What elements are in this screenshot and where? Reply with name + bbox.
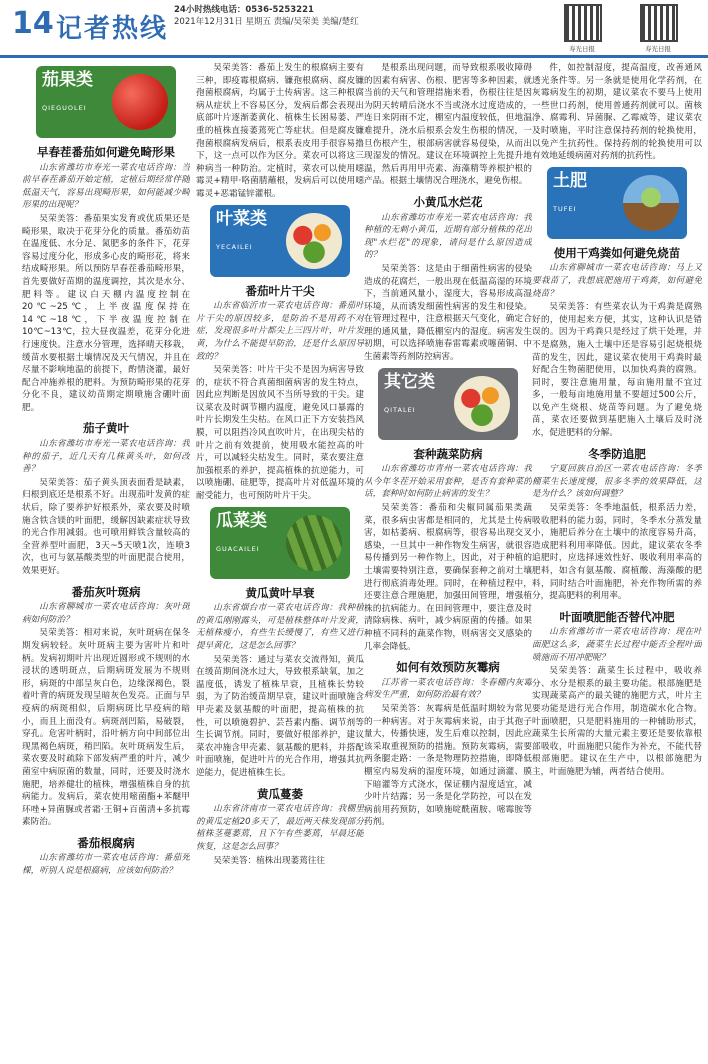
- article-question: 山东省烟台市一菜农电话咨询：我种植的黄瓜刚刚露头，可是植株整体叶片发黄，无植株瘦小，有些生长缓慢了，有些又进行提早黄化，这是怎么回事？: [196, 603, 364, 651]
- article-question: 宁夏回族自治区一菜农电话咨询：冬季棚菜生长速度慢，很多冬季的效果降低，这是为什么？该如何调整？: [532, 464, 702, 500]
- article-answer: 吴荣美答：叶片干尖不是因为病害导致的，症状不符合真菌细菌病害的发生特点，因此应判断是因放风不当所导致的干尖。建议菜农及时调节棚内温度，避免风口暴露的叶片长期发生尖枯。在风口正下方安装挡风膜，可以阻挡冷风直吹叶片，在出现尖枯的叶片之前有效提前，使用吸水能控高的叶片，可以减轻尖枯发生。同时，菜农要注意加强根系的养护，提高植株的抗逆能力，可以喷施硼、硅肥等，提高叶片对低温环境的耐受能力，也可预防叶片干尖。: [196, 365, 364, 502]
- article-answer: 吴荣美答：蔬菜生长过程中，吸收养分、水分是根系的最主要功能。根部施肥是实现蔬菜高产的最关键的施肥方式，叶片主要功能是进行光合作用，制造碳水化合物。叶面喷肥，只是肥料施用的一种辅助形式，蔬菜生长所需的大量元素主要还是要依靠根部吸收，叶面施肥只能作为补充，不能代替根部施肥。建议在生产中，以根部施肥为主，叶面施肥为辅，两者结合使用。: [532, 666, 702, 777]
- article-answer: 吴荣美答：番茄果实发育或优质果还是畸形果，取决于花芽分化的质量。番茄幼苗在温度低、水分足、氮肥多的条件下，花芽容易过度分化，形成多心皮的畸形花，将来结成畸形果。所以预防早春茬番茄畸形果，首先要做好苗期的温度调控，其次是水分、肥料等。建议白天棚内温度控制在20℃~25℃，上半夜温度保持在14℃~18℃，下半夜温度控制在10℃~13℃，拉大昼夜温差，花芽分化进行速度快。注意水分管理，选择晴天移栽，缓苗水要根据土壤情况及天气情况，并且在尽量不影响地温的前提下，酌情浇灌，最好配合冲施养根的肥料。为预防畸形果的花芽分化不良，建议幼苗期定期喷施含硼叶面肥。: [22, 213, 190, 413]
- section-label: 瓜菜类: [216, 510, 267, 531]
- article-title: 番茄叶片干尖: [245, 283, 315, 298]
- article-question: 山东省潍坊市寿光一菜农电话咨询：我种的茄子，近几天有几株黄头叶，如何改善？: [22, 439, 190, 475]
- section-tag-fruit-veg: [36, 66, 176, 138]
- article-question: 山东省潍坊市青州一菜农电话咨询：我从今年冬茬开始采用套种，是否有套种菜的话，套种时如何防止病害的发生？: [364, 464, 532, 500]
- mixed-veg-image: [454, 376, 510, 432]
- column-4: [532, 62, 702, 1058]
- qr-label-right: 寿光日报: [645, 45, 671, 53]
- article-title: 黄瓜蔓萎: [257, 786, 303, 801]
- article-answer: 件，如控制湿度，提高温度，改善通风透光条件等。另一条就是使用化学药剂，在灰霉病发生的初期，建议菜农不要马上使用一些世口药剂，使用普通药剂就可以。菌核净、腐霉利、异菌脲、乙霉威等，建议菜农及时喷施，平时注意保持药剂的轮换使用，以免产生抗药性。保持药剂的轮换使用可以有效地延缓病菌对药剂的抗药性。: [532, 63, 702, 162]
- article-answer: 吴荣美答：植株出现萎蔫往往: [213, 855, 325, 866]
- section-pinyin: GUACAILEI: [216, 544, 260, 553]
- article-answer: 吴荣美答：通过与菜农交流得知，黄瓜在缓苗期间浇水过大，导致根系缺氧，加之温度低，诱发了植株早衰，且植株长势较弱，为了防治缓苗期早衰，建议叶面喷施含甲壳素及氨基酸的叶面肥，提高植株的抗性，可以喷施碧护、芸苔素内酯、调节剂等生长调节剂。同时，要做好根部养护，建议菜农冲施含甲壳素、氨基酸的肥料，并搭配叶面喷施，促进叶片的光合作用，增强其抗逆能力，促进植株生长。: [196, 654, 364, 778]
- section-pinyin: YECAILEI: [216, 242, 253, 251]
- article-question: 山东省临沂市一菜农电话咨询：番茄叶片干尖的原因较多，是防治不是用药不对症，发现很多叶片都尖上三四片叶，叶片发黄，为什么不能提早防治，还是什么原因导致的？: [196, 301, 364, 362]
- page-title: 记者热线: [56, 14, 169, 44]
- article-answer: 吴荣美答：茄子黄头顶表面看是缺素，归根到底还是根系不好。出现茄叶发黄的症状后，除了要养护好根系外，菜农要及时喷施含铁含镁的叶面肥，缓解因缺素症状导致的光合作用减弱。也可喷用鲜铁含量较高的全营养型叶面肥，3天~5天喷1次，连喷3次，也可与氨基酸类型的叶面肥混合使用，效果更好。: [22, 477, 190, 576]
- section-tag-other: [378, 368, 518, 440]
- date-editors-text: 2021年12月31日 星期五 责编/吴荣美 美编/楚红: [174, 17, 359, 27]
- leafy-veg-image: [286, 213, 342, 269]
- qr-code-left: [564, 4, 602, 42]
- article-answer: 吴荣美答：番茄和尖椒同属茄果类蔬菜，很多病虫害都是相同的，尤其是土传病害，如枯萎病、根腐病等，很容易出现交叉感染，一旦其中一种作物发生病害，就很容易传播到另一种作物上，因此，对于种植的土壤需要特别注意，要确保套种之前对土壤进行彻底消毒处理。同时，在种植过程中，还要注意合理施肥，加强田间管理，增强植株的抗病能力。在田间管理中，要注意及时清除病株、病叶，减少病原菌的传播。如果种植不同科的蔬菜作物，则病害交叉感染的几率会降低。: [364, 503, 532, 652]
- article-title: 番茄根腐病: [77, 835, 135, 850]
- article-title: 套种蔬菜防病: [413, 446, 483, 461]
- article-title: 小黄瓜水烂花: [413, 194, 483, 209]
- section-pinyin: QITALEI: [384, 405, 416, 414]
- article-title: 如何有效预防灰霉病: [396, 660, 500, 675]
- article-answer: 吴荣美答：冬季地温低，根系活力差，吸收肥料的能力弱，同时，冬季水分蒸发量小，施肥后养分在土壤中的浓度容易升高，造成肥料利用率降低。因此，建议菜农冬季追肥时，应选择速效性好、吸收利用率高的肥料，如含有氨基酸、腐植酸、海藻酸的肥料，同时结合叶面施肥，补充作物所需的养分，提高肥料的利用率。: [532, 503, 702, 602]
- page-header: [0, 0, 708, 58]
- column-1: [22, 62, 190, 1058]
- article-question: 山东省聊城市一菜农电话咨询：灰叶斑病如何防治？: [22, 602, 190, 625]
- article-title: 早春茬番茄如何避免畸形果: [37, 145, 175, 159]
- article-question: 山东省聊城市一菜农电话咨询：马上又要栽苗了，我想底肥施用干鸡粪，如何避免烧苗？: [532, 263, 702, 299]
- section-label: 茄果类: [42, 70, 93, 90]
- article-answer: 是根系出现问题，而导致根系吸收障碍的因素有病害、伤根、肥害等多种因素，就当前的天气和管理措施来看，伤根往往是因为阴天转晴后浇水不当或浇水过度造成的，连日来阴雨不定，棚室内温度较低，但地温难提升，浇水后根系会发生伤根的情况，一旦伤根产生，根部病害就容易侵染，从而出现湿发的情况。建议在环境调控上先提升地温，然后再用甲壳素、海藻精等养根护根的产品。根据土壤情况合理浇水，避免伤根。: [364, 63, 532, 187]
- section-tag-soil: [547, 167, 687, 239]
- article-title: 使用干鸡粪如何避免烧苗: [553, 245, 681, 260]
- article-question: 山东省潍坊市一菜农电话咨询：现在叶面肥这么多，蔬菜生长过程中能否全程叶面喷施而不用冲肥呢？: [532, 627, 702, 663]
- article-question: 江苏省一菜农电话咨询：冬春棚内灰霉病发生严重，如何防治最有效？: [364, 677, 532, 701]
- section-tag-melon: [210, 507, 350, 579]
- article-answer: 吴荣美答：这是由于细菌性病害的侵染造成的花腐烂，一般出现在低温高湿的环境下，当前通风量小，湿度大，容易形成高湿环境，从而诱发细菌性病害的发生和侵染。在管理过程中，注意根据天气变化，确定合理的通风量，降低棚室内的湿度。病害发生初期，可以选择喷施春雷霉素或噻菌铜、中生菌素等药剂防控病害。: [364, 263, 532, 363]
- column-2: [196, 62, 364, 1058]
- seedling-image: [623, 175, 679, 231]
- article-answer: 吴荣美答：番茄上发生的根腐病主要有三种，即疫霉根腐病、镰孢根腐病、腐皮镰孢菌根腐病，均属于土传病害。这三种根腐病从症状上不容易区分，发病后都会表现出底部叶片逐渐萎黄化、植株生长困易萎、严重的植株直接萎蔫死亡等症状。但是腐皮镰孢菌根腐病发病后，根系表皮用手很容易撸下，这一点可以作为区分。菜农可以将这三种病当一种防治。定植时，菜农可以使用噁霉灵+精甲·咯菌腈蘸根，发病后可以使用噁霉灵+恶霜锰锌灌根。: [196, 63, 364, 199]
- cucumber-image: [286, 515, 342, 571]
- article-title: 冬季防追肥: [588, 446, 646, 461]
- section-label: 土肥: [553, 170, 587, 191]
- article-title: 叶面喷肥能否替代冲肥: [559, 609, 675, 624]
- article-question: 山东省潍坊市一菜农电话咨询：番茄死棵，听别人说是根腐病，应该如何防治？: [22, 853, 190, 877]
- section-pinyin: TUFEI: [553, 204, 577, 213]
- tomato-image: [112, 74, 168, 130]
- section-label: 叶菜类: [216, 208, 267, 229]
- article-title: 茄子黄叶: [83, 421, 129, 436]
- qr-label-left: 寿光日报: [569, 45, 595, 53]
- article-question: 山东省济南市一菜农电话咨询：我棚里的黄瓜定植20多天了，最近两天株发现部分植株茎蔓萎蔫，且下午有些萎蔫，早晨还能恢复，这是怎么回事？: [196, 804, 364, 852]
- article-question: 山东省潍坊市寿光一菜农电话咨询：我种植的无刺小黄瓜，近期有部分植株的花出现"水烂花"的现象，请问是什么原因造成的？: [364, 212, 532, 261]
- article-question: 山东省潍坊市寿光一菜农电话咨询：当前早春茬番茄开始定植，定植后期经常伴随低温天气，容易出现畸形果，如何能减少畸形果的出现呢？: [22, 162, 190, 211]
- section-label: 其它类: [384, 371, 435, 392]
- qr-code-right: [640, 4, 678, 42]
- article-answer: 吴荣美答：灰霉病是低温时期较为常见的一种病害。对于灰霉病来说，由于其孢子量大，传播快速，发生后难以控制，因此应该采取重视预防的措施。预防灰霉病，需要两条腿走路：一条是物理防控措施，即降低棚室内易发病的湿度环境，如通过滴灌、膜下暗灌等方式浇水，保证棚内湿度适宜，减少叶片结露；另一条是化学防控，可以在发病前用药预防，如喷施啶酰菌胺、嘧霉胺等药剂。: [364, 703, 532, 828]
- article-title: 黄瓜黄叶早衰: [245, 585, 315, 600]
- section-pinyin: QIEGUOLEI: [42, 104, 87, 112]
- page-number: 14: [12, 6, 54, 41]
- column-3: [364, 62, 532, 1058]
- article-answer: 吴荣美答：有些菜农认为干鸡粪是腐熟好的，使用起来方便，其实，这种认识是错误的。因为干鸡粪只是经过了烘干处理，并不是腐熟，施入土壤中还是容易引起烧根烧苗的发生，因此，建议菜农使用干鸡粪时最好配合生物菌肥使用，以加快鸡粪的腐熟。同时，要注意施用量，每亩施用量不宜过多，一般每亩地施用量不要超过500公斤，以免产生烧根、烧苗等问题。为了避免烧苗，菜农还要做到基肥施入土壤后及时浇水，促进肥料的分解。: [532, 302, 702, 439]
- section-tag-leafy: [210, 205, 350, 277]
- article-title: 番茄灰叶斑病: [71, 584, 141, 599]
- article-answer: 吴荣美答：相对来说，灰叶斑病在保冬期发病较轻。灰叶斑病主要为害叶片和叶柄。发病初期叶片出现近圆形或不规则的水浸状的透明斑点，后期病斑发展为不规则形，病斑的中部呈灰白色，边缘深褐色，裂着叶背的病斑发现呈暗灰色发亮。正面与早疫病的病斑相似，后期病斑比早疫病的暗小，而且上面没有。病斑剖凹陷，易破裂，穿孔。危害叶柄时，沿叶柄方向中间部位出现黑褐色病斑，稍凹陷。灰叶斑病发生后，菜农要及时疏除下部发病严重的叶片，减少菌室中病原菌的数量，同时，还要及时浇水施肥，培养健壮的植株，增强植株自身的抗病能力。发病后，菜农使用嘧菌酯+苯醚甲环唑+异菌脲或者霜·王铜+百菌清+多抗霉素防治。: [22, 628, 190, 828]
- header-meta: [174, 4, 359, 28]
- hotline-text: 24小时热线电话：0536-5253221: [174, 5, 314, 15]
